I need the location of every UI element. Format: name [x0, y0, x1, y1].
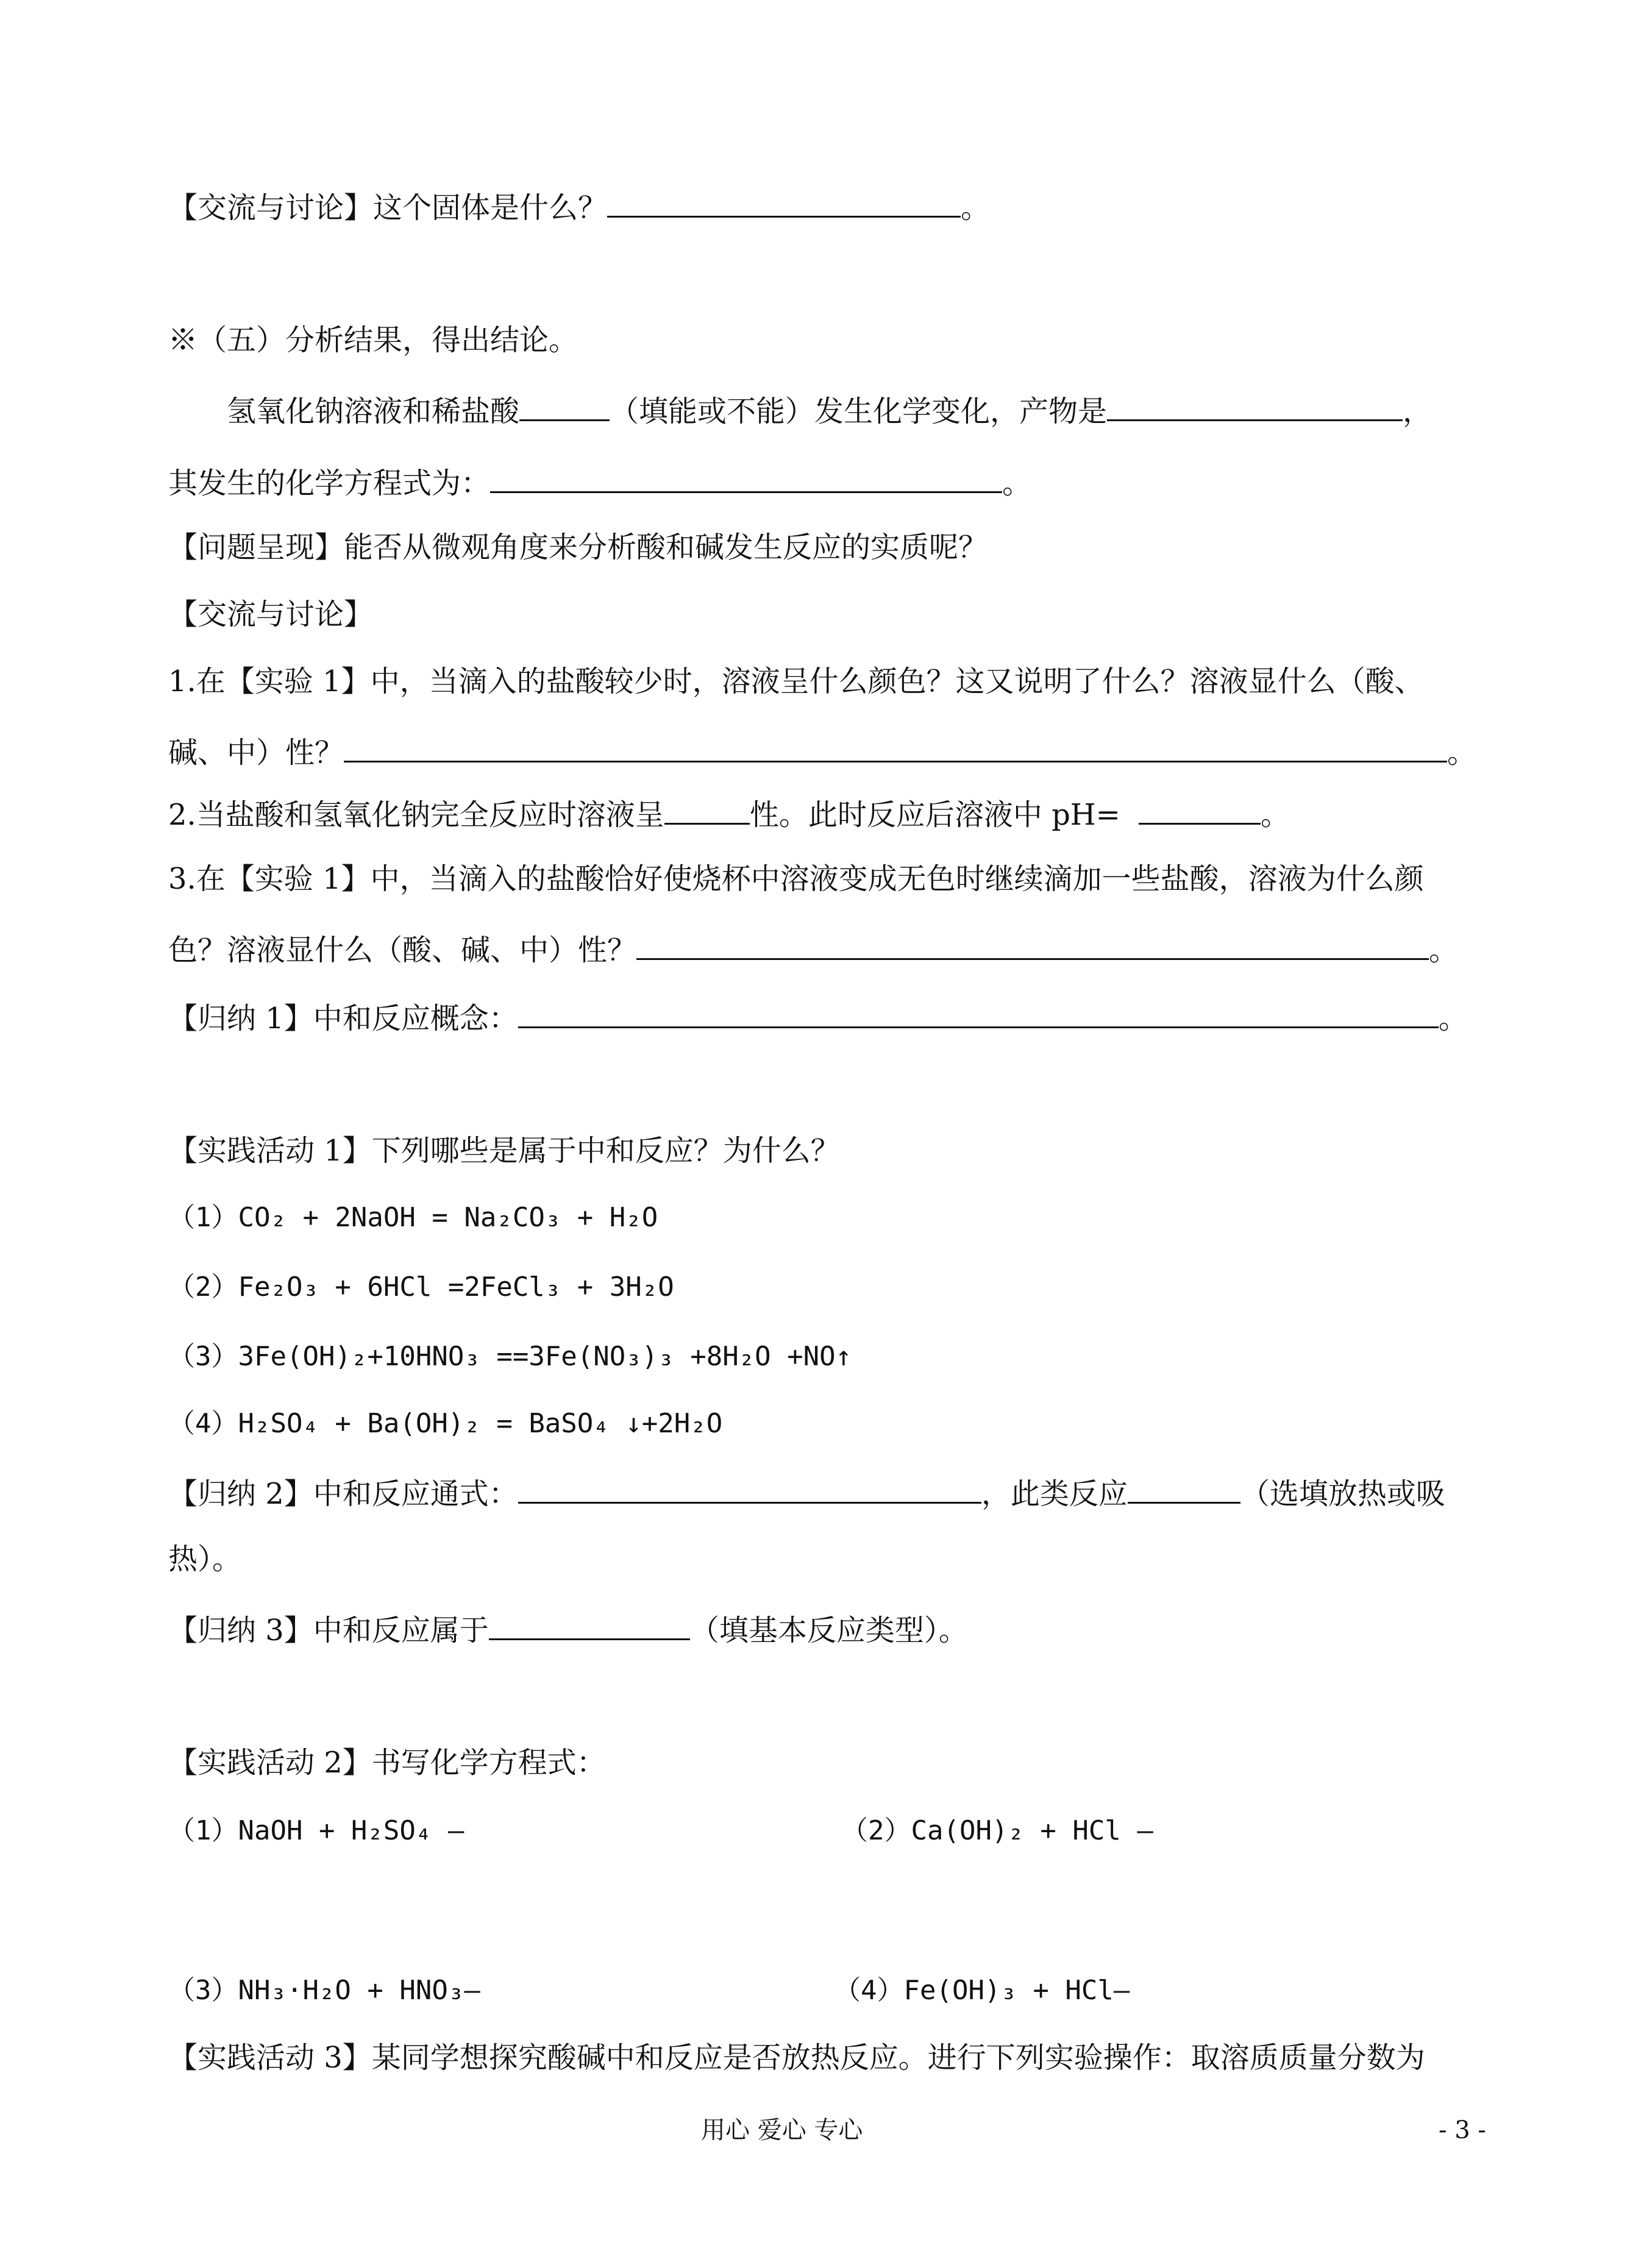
- write-equation-4: （4）Fe(OH)₃ + HCl—: [834, 1975, 1130, 2006]
- write-equation-2: （2）Ca(OH)₂ + HCl —: [841, 1815, 1153, 1846]
- question-1-line-2: 碱、中）性？ 。: [168, 731, 1476, 771]
- answer-blank[interactable]: [518, 997, 1439, 1028]
- write-equation-3: （3）NH₃·H₂O + HNO₃—: [168, 1975, 480, 2006]
- discuss-title: 【交流与讨论】: [168, 597, 374, 631]
- question-3-line-1: 3.在【实验 1】中，当滴入的盐酸恰好使烧杯中溶液变成无色时继续滴加一些盐酸，溶液为什么颜: [168, 862, 1424, 896]
- question-1-line-1: 1.在【实验 1】中，当滴入的盐酸较少时，溶液呈什么颜色？这又说明了什么？溶液显什么（酸、: [168, 664, 1424, 699]
- equation-1: （1）CO₂ + 2NaOH = Na₂CO₃ + H₂O: [168, 1202, 658, 1233]
- answer-blank[interactable]: [1139, 794, 1261, 825]
- answer-blank[interactable]: [607, 187, 961, 218]
- answer-blank[interactable]: [664, 794, 750, 825]
- analysis-paragraph-2: 其发生的化学方程式为： 。: [168, 462, 1031, 502]
- answer-blank[interactable]: [519, 390, 610, 421]
- answer-blank[interactable]: [518, 1473, 981, 1504]
- problem-statement: 【问题呈现】能否从微观角度来分析酸和碱发生反应的实质呢？: [168, 530, 988, 564]
- practice-2-title: 【实践活动 2】书写化学方程式：: [168, 1746, 606, 1780]
- answer-blank[interactable]: [1107, 390, 1403, 421]
- write-equation-1: （1）NaOH + H₂SO₄ —: [168, 1815, 464, 1846]
- page-number: - 3 -: [1439, 2116, 1486, 2144]
- equation-2: （2）Fe₂O₃ + 6HCl =2FeCl₃ + 3H₂O: [168, 1271, 674, 1303]
- question-2: 2.当盐酸和氢氧化钠完全反应时溶液呈 性。此时反应后溶液中 pH= 。: [168, 794, 1290, 833]
- question-3-line-2: 色？溶液显什么（酸、碱、中）性？ 。: [168, 929, 1458, 969]
- summary-1: 【归纳 1】中和反应概念： 。: [168, 997, 1468, 1037]
- equation-4: （4）H₂SO₄ + Ba(OH)₂ = BaSO₄ ↓+2H₂O: [168, 1408, 723, 1439]
- answer-blank[interactable]: [344, 731, 1447, 763]
- answer-blank[interactable]: [1128, 1473, 1240, 1504]
- analysis-title: ※（五）分析结果，得出结论。: [168, 323, 578, 357]
- equation-3: （3）3Fe(OH)₂+10HNO₃ ==3Fe(NO₃)₃ +8H₂O +NO↑: [168, 1341, 852, 1372]
- footer-motto: 用心 爱心 专心: [701, 2116, 863, 2144]
- answer-blank[interactable]: [489, 1609, 690, 1640]
- practice-1-title: 【实践活动 1】下列哪些是属于中和反应？为什么？: [168, 1134, 840, 1168]
- practice-3-text: 【实践活动 3】某同学想探究酸碱中和反应是否放热反应。进行下列实验操作：取溶质质量分数为: [168, 2041, 1425, 2075]
- discuss-solid-line: 【交流与讨论】这个固体是什么？ 。: [168, 187, 990, 226]
- analysis-paragraph-1: 氢氧化钠溶液和稀盐酸 （填能或不能）发生化学变化，产物是 ，: [227, 390, 1432, 430]
- answer-blank[interactable]: [490, 462, 1002, 493]
- summary-2-line-2: 热）。: [168, 1542, 242, 1576]
- summary-2-line-1: 【归纳 2】中和反应通式： ，此类反应 （选填放热或吸: [168, 1473, 1445, 1512]
- answer-blank[interactable]: [636, 929, 1429, 960]
- summary-3: 【归纳 3】中和反应属于 （填基本反应类型）。: [168, 1609, 968, 1649]
